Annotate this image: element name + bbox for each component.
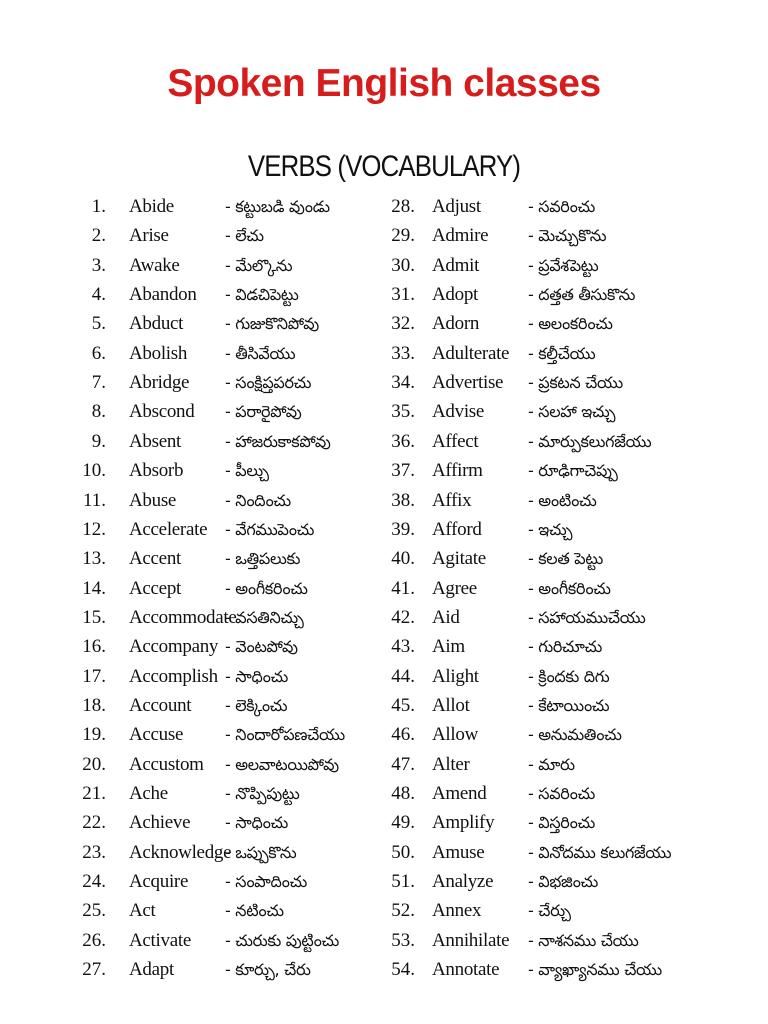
telugu-meaning: - సాధించు	[225, 813, 288, 833]
item-number: 30.	[391, 254, 415, 276]
vocabulary-row	[0, 721, 768, 749]
vocabulary-row	[0, 340, 768, 368]
item-number: 1.	[91, 196, 106, 217]
vocabulary-row	[0, 398, 768, 426]
vocabulary-row	[0, 252, 768, 280]
item-number: 53.	[391, 929, 415, 951]
telugu-meaning: - కేటాయించు	[528, 695, 610, 715]
telugu-meaning: - లేచు	[225, 226, 264, 246]
english-word: Arise	[129, 225, 169, 247]
item-number: 43.	[391, 636, 415, 658]
item-number: 46.	[391, 724, 415, 746]
telugu-meaning: - సాధించు	[225, 666, 288, 686]
vocabulary-row	[0, 281, 768, 309]
english-word: Analyze	[432, 871, 494, 893]
english-word: Affix	[432, 489, 472, 511]
item-number: 34.	[391, 372, 415, 394]
telugu-meaning: - విభజించు	[528, 872, 598, 892]
telugu-meaning: - కట్టుబడి వుండు	[225, 197, 330, 216]
telugu-meaning: - సహాయముచేయు	[528, 607, 646, 627]
telugu-meaning: - వసతినిచ్చు	[225, 607, 304, 627]
telugu-meaning: - మారు	[528, 754, 575, 774]
telugu-meaning: - సంపాదించు	[225, 872, 308, 892]
item-number: 9.	[91, 430, 106, 452]
telugu-meaning: - ఇచ్చు	[528, 519, 573, 539]
item-number: 26.	[82, 929, 106, 951]
vocabulary-row	[0, 487, 768, 515]
english-word: Accent	[129, 548, 181, 570]
telugu-meaning: - అలంకరించు	[528, 314, 613, 334]
item-number: 32.	[391, 313, 415, 335]
item-number: 7.	[91, 372, 106, 394]
english-word: Account	[129, 694, 192, 716]
item-number: 2.	[91, 225, 106, 247]
vocabulary-row	[0, 663, 768, 691]
telugu-meaning: - పీల్చు	[225, 461, 269, 481]
telugu-meaning: - కలత పెట్టు	[528, 549, 603, 569]
vocabulary-row	[0, 369, 768, 397]
telugu-meaning: - అలవాటయిపోవు	[225, 754, 339, 774]
item-number: 42.	[391, 606, 415, 628]
english-word: Affect	[432, 430, 479, 452]
telugu-meaning: - సవరించు	[528, 784, 595, 803]
telugu-meaning: - సలహా ఇచ్చు	[528, 402, 616, 422]
telugu-meaning: - అంగీకరించు	[225, 578, 308, 598]
english-word: Allow	[432, 724, 479, 746]
vocabulary-row	[0, 633, 768, 661]
english-word: Abduct	[129, 313, 184, 335]
item-number: 37.	[391, 460, 415, 482]
english-word: Awake	[129, 254, 180, 276]
item-number: 31.	[391, 284, 415, 306]
item-number: 39.	[391, 518, 415, 540]
item-number: 45.	[391, 694, 415, 716]
telugu-meaning: - మార్పుకలుగజేయు	[528, 431, 652, 451]
english-word: Achieve	[129, 812, 191, 834]
item-number: 8.	[91, 401, 106, 423]
telugu-meaning: - విస్తరించు	[528, 813, 595, 833]
vocabulary-row	[0, 692, 768, 720]
telugu-meaning: - అనుమతించు	[528, 725, 622, 745]
vocabulary-row	[0, 428, 768, 456]
item-number: 28.	[391, 196, 415, 217]
vocabulary-row	[0, 310, 768, 338]
vocabulary-row	[0, 927, 768, 955]
english-word: Admit	[432, 254, 480, 276]
english-word: Abscond	[129, 401, 195, 423]
item-number: 40.	[391, 548, 415, 570]
english-word: Accommodate	[129, 606, 237, 628]
telugu-meaning: - మేల్కొను	[225, 255, 293, 275]
english-word: Activate	[129, 929, 191, 951]
telugu-meaning: - ప్రవేశపెట్టు	[528, 255, 599, 275]
page-title: Spoken English classes	[167, 62, 601, 105]
english-word: Agitate	[432, 548, 486, 570]
telugu-meaning: - ఒప్పుకొను	[225, 842, 297, 862]
item-number: 14.	[82, 577, 106, 599]
item-number: 12.	[82, 518, 106, 540]
english-word: Affirm	[432, 460, 483, 482]
vocabulary-row	[0, 222, 768, 250]
telugu-meaning: - వేగముపెంచు	[225, 519, 315, 539]
telugu-meaning: - దత్తత తీసుకొను	[528, 285, 636, 305]
vocabulary-row	[0, 839, 768, 867]
english-word: Agree	[432, 577, 477, 599]
item-number: 3.	[91, 254, 106, 276]
vocabulary-row	[0, 193, 768, 221]
telugu-meaning: - తీసివేయు	[225, 343, 296, 363]
item-number: 44.	[391, 665, 415, 687]
item-number: 19.	[82, 724, 106, 746]
telugu-meaning: - నటించు	[225, 901, 284, 921]
vocabulary-row	[0, 751, 768, 779]
item-number: 48.	[391, 783, 415, 804]
item-number: 29.	[391, 225, 415, 247]
telugu-meaning: - చురుకు పుట్టించు	[225, 930, 339, 950]
english-word: Adjust	[432, 196, 481, 217]
english-word: Acquire	[129, 871, 189, 893]
item-number: 21.	[82, 783, 106, 804]
telugu-meaning: - కల్తీచేయు	[528, 343, 596, 363]
telugu-meaning: - వినోదము కలుగజేయు	[528, 842, 672, 862]
telugu-meaning: - ఒత్తిపలుకు	[225, 549, 301, 569]
english-word: Alight	[432, 665, 479, 687]
item-number: 38.	[391, 489, 415, 511]
english-word: Adapt	[129, 959, 174, 981]
telugu-meaning: - గురిచూచు	[528, 637, 602, 657]
telugu-meaning: - కూర్చు, చేరు	[225, 960, 311, 980]
english-word: Advise	[432, 401, 485, 423]
item-number: 27.	[82, 959, 106, 981]
item-number: 51.	[391, 871, 415, 893]
item-number: 54.	[391, 959, 415, 981]
english-word: Accept	[129, 577, 181, 599]
english-word: Afford	[432, 518, 482, 540]
english-word: Absent	[129, 430, 182, 452]
vocabulary-row	[0, 575, 768, 603]
vocabulary-row	[0, 545, 768, 573]
english-word: Advertise	[432, 372, 504, 394]
telugu-meaning: - రూఢిగాచెప్పు	[528, 461, 618, 481]
english-word: Adulterate	[432, 342, 510, 364]
english-word: Admire	[432, 225, 489, 247]
item-number: 47.	[391, 753, 415, 775]
telugu-meaning: - నొప్పిపుట్టు	[225, 784, 300, 803]
english-word: Aid	[432, 606, 460, 628]
english-word: Accomplish	[129, 665, 218, 687]
english-word: Ache	[129, 783, 168, 804]
english-word: Annotate	[432, 959, 500, 981]
telugu-meaning: - క్రిందకు దిగు	[528, 666, 610, 686]
english-word: Adopt	[432, 284, 479, 306]
english-word: Abridge	[129, 372, 190, 394]
item-number: 25.	[82, 900, 106, 922]
item-number: 15.	[82, 606, 106, 628]
english-word: Allot	[432, 694, 470, 716]
item-number: 16.	[82, 636, 106, 658]
english-word: Amend	[432, 783, 487, 804]
english-word: Absorb	[129, 460, 184, 482]
telugu-meaning: - ప్రకటన చేయు	[528, 373, 623, 393]
item-number: 24.	[82, 871, 106, 893]
telugu-meaning: - అంగీకరించు	[528, 578, 611, 598]
item-number: 6.	[91, 342, 106, 364]
english-word: Accelerate	[129, 518, 208, 540]
english-word: Accustom	[129, 753, 204, 775]
vocabulary-row	[0, 897, 768, 925]
telugu-meaning: - నిందించు	[225, 490, 291, 510]
item-number: 50.	[391, 841, 415, 863]
telugu-meaning: - చేర్చు	[528, 901, 571, 921]
english-word: Accuse	[129, 724, 184, 746]
telugu-meaning: - నాశనము చేయు	[528, 930, 639, 950]
telugu-meaning: - నిందారోపణచేయు	[225, 725, 345, 745]
english-word: Alter	[432, 753, 470, 775]
telugu-meaning: - విడచిపెట్టు	[225, 285, 299, 305]
telugu-meaning: - సంక్షిప్తపరచు	[225, 373, 312, 393]
english-word: Abide	[129, 196, 174, 217]
item-number: 11.	[82, 489, 106, 511]
telugu-meaning: - గుజుకొనిపోవు	[225, 314, 319, 334]
vocabulary-row	[0, 457, 768, 485]
english-word: Adorn	[432, 313, 480, 335]
item-number: 35.	[391, 401, 415, 423]
telugu-meaning: - వెంటపోవు	[225, 637, 298, 657]
item-number: 5.	[91, 313, 106, 335]
english-word: Amuse	[432, 841, 485, 863]
page-subtitle: VERBS (VOCABULARY)	[247, 150, 521, 183]
english-word: Accompany	[129, 636, 219, 658]
item-number: 18.	[82, 694, 106, 716]
telugu-meaning: - వ్యాఖ్యానము చేయు	[528, 960, 662, 980]
item-number: 17.	[82, 665, 106, 687]
english-word: Abandon	[129, 284, 197, 306]
item-number: 23.	[82, 841, 106, 863]
english-word: Amplify	[432, 812, 495, 834]
vocabulary-row	[0, 809, 768, 837]
item-number: 52.	[391, 900, 415, 922]
item-number: 49.	[391, 812, 415, 834]
item-number: 20.	[82, 753, 106, 775]
telugu-meaning: - సవరించు	[528, 197, 595, 216]
english-word: Aim	[432, 636, 465, 658]
telugu-meaning: - హాజరుకాకపోవు	[225, 431, 331, 451]
telugu-meaning: - లెక్కించు	[225, 695, 288, 715]
item-number: 41.	[391, 577, 415, 599]
item-number: 36.	[391, 430, 415, 452]
item-number: 33.	[391, 342, 415, 364]
telugu-meaning: - మెచ్చుకొను	[528, 226, 607, 246]
english-word: Acknowledge	[129, 841, 232, 863]
vocabulary-row	[0, 604, 768, 632]
vocabulary-row	[0, 516, 768, 544]
english-word: Abolish	[129, 342, 188, 364]
vocabulary-row	[0, 780, 768, 808]
telugu-meaning: - అంటించు	[528, 490, 597, 510]
item-number: 22.	[82, 812, 106, 834]
english-word: Annex	[432, 900, 482, 922]
vocabulary-row	[0, 868, 768, 896]
telugu-meaning: - పరారైపోవు	[225, 402, 302, 422]
item-number: 10.	[82, 460, 106, 482]
item-number: 4.	[91, 284, 106, 306]
english-word: Annihilate	[432, 929, 510, 951]
english-word: Abuse	[129, 489, 177, 511]
vocabulary-row	[0, 956, 768, 984]
english-word: Act	[129, 900, 156, 922]
item-number: 13.	[82, 548, 106, 570]
